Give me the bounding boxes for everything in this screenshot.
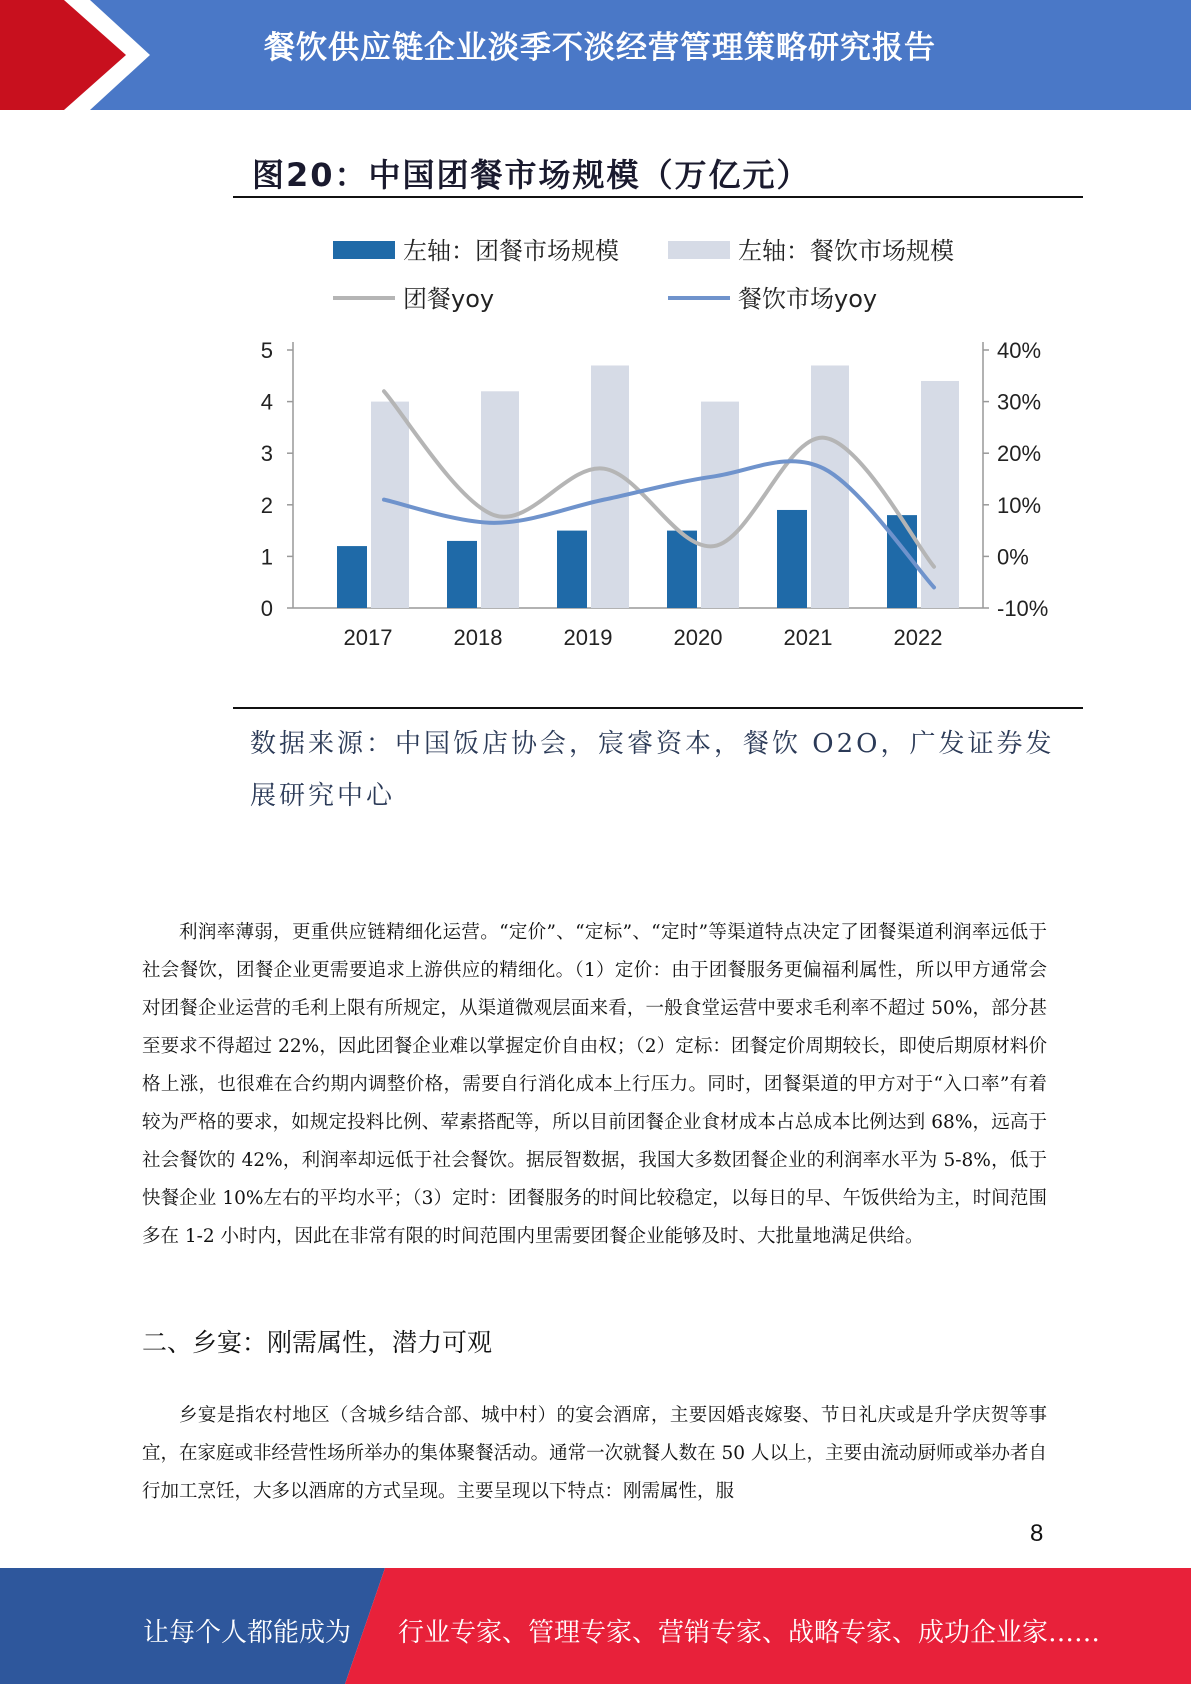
- line-group-meal-yoy: [384, 391, 934, 566]
- body-paragraph-1: 利润率薄弱，更重供应链精细化运营。“定价”、“定标”、“定时”等渠道特点决定了团餐渠道利润率远低于社会餐饮，团餐企业更需要追求上游供应的精细化。（1）定价：由于团餐服务更偏福利属性，所以甲方通常会对团餐企业运营的毛利上限有所规定，从渠道微观层面来看，一般食堂运营中要求毛利率不超过 50%，部分甚至要求不得超过 22%，因此团餐企业难以掌握定价自由权；（2）定标：团餐定价周期较长，即使后期原材料价格上涨，也很难在合约期内调整价格，需要自行消化成本上行压力。同时，团餐渠道的甲方对于“入口率”有着较为严格的要求，如规定投料比例、荤素搭配等，所以目前团餐企业食材成本占总成本比例达到 68%，远高于社会餐饮的 42%，利润率却远低于社会餐饮。据辰智数据，我国大多数团餐企业的利润率水平为 5-8%，低于快餐企业 10%左右的平均水平；（3）定时：团餐服务的时间比较稳定，以每日的早、午饭供给为主，时间范围多在 1-2 小时内，因此在非常有限的时间范围内里需要团餐企业能够及时、大批量地满足供给。: [142, 922, 1047, 1247]
- right-tick-label: 40%: [997, 338, 1042, 363]
- figure-title: 图20：中国团餐市场规模（万亿元）: [252, 156, 811, 194]
- body-paragraph-2: 乡宴是指农村地区（含城乡结合部、城中村）的宴会酒席，主要因婚丧嫁娶、节日礼庆或是升学庆贺等事宜，在家庭或非经营性场所举办的集体聚餐活动。通常一次就餐人数在 50 人以上，主要由流动厨师或举办者自行加工烹饪，大多以酒席的方式呈现。主要呈现以下特点：刚需属性，服: [142, 1405, 1047, 1502]
- left-tick-label: 5: [260, 338, 273, 363]
- footer-slogan-right: 行业专家、管理专家、营销专家、战略专家、成功企业家……: [398, 1618, 1101, 1648]
- x-tick-label: 2020: [673, 625, 723, 650]
- right-tick-label: 0%: [997, 544, 1029, 570]
- x-tick-label: 2018: [453, 625, 503, 650]
- bar-group-meal-2018: [447, 541, 477, 608]
- left-tick-label: 2: [260, 492, 273, 518]
- page-number: 8: [1030, 1520, 1044, 1547]
- figure-bottom-rule: [233, 707, 1083, 709]
- right-tick-label: 10%: [997, 492, 1042, 518]
- legend-label: 左轴：餐饮市场规模: [738, 237, 954, 265]
- legend-swatch: [668, 241, 730, 259]
- x-tick-label: 2022: [893, 625, 943, 650]
- figure-top-rule: [233, 196, 1083, 198]
- left-tick-label: 1: [260, 544, 273, 570]
- bar-group-meal-2017: [337, 546, 367, 608]
- right-tick-label: 30%: [997, 389, 1042, 415]
- legend-swatch: [333, 241, 395, 259]
- chart-legend: [333, 237, 954, 313]
- bar-catering-2018: [481, 391, 519, 608]
- legend-label: 团餐yoy: [403, 285, 495, 313]
- left-tick-label: 4: [260, 389, 273, 415]
- left-tick-label: 3: [260, 441, 273, 467]
- x-tick-label: 2017: [343, 625, 393, 650]
- bar-group-meal-2021: [777, 510, 807, 608]
- right-tick-label: -10%: [997, 596, 1049, 621]
- x-tick-label: 2019: [563, 625, 613, 650]
- chart-bars: [337, 365, 959, 608]
- left-tick-label: 0: [260, 596, 273, 621]
- header-title: 餐饮供应链企业淡季不淡经营管理策略研究报告: [264, 30, 936, 66]
- footer-slogan-left: 让每个人都能成为: [143, 1618, 352, 1648]
- right-tick-label: 20%: [997, 441, 1042, 467]
- legend-label: 餐饮市场yoy: [738, 285, 878, 313]
- legend-label: 左轴：团餐市场规模: [403, 237, 619, 265]
- bar-catering-2021: [811, 365, 849, 608]
- x-tick-label: 2021: [783, 625, 833, 650]
- section-heading: 二、乡宴：刚需属性，潜力可观: [142, 1328, 493, 1357]
- market-size-chart: [233, 220, 1083, 680]
- header-chevron-logo: [0, 0, 160, 110]
- bar-group-meal-2019: [557, 531, 587, 608]
- bar-catering-2019: [591, 365, 629, 608]
- bar-catering-2022: [921, 381, 959, 608]
- bar-catering-2020: [701, 402, 739, 608]
- figure-source: 数据来源：中国饭店协会，宸睿资本，餐饮 O2O，广发证券发展研究中心: [250, 729, 1055, 811]
